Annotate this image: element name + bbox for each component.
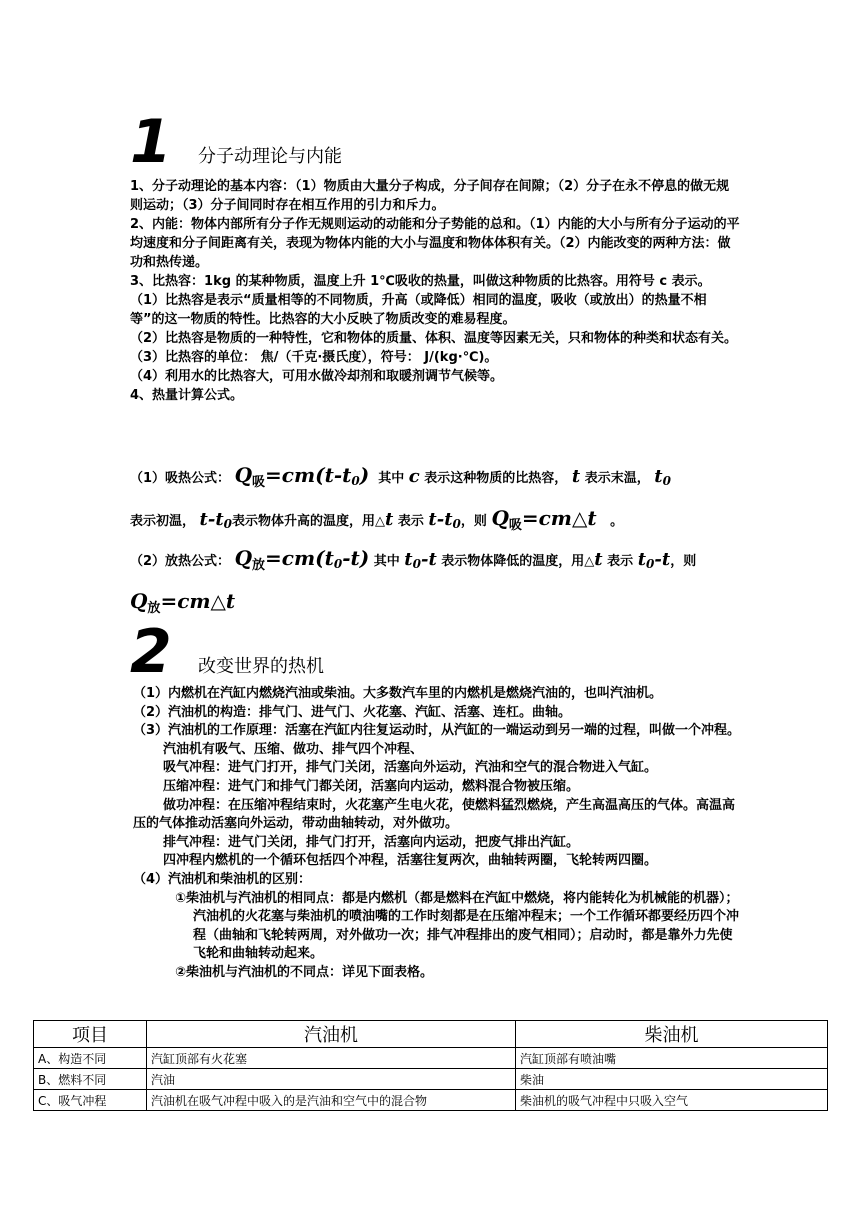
table-header-row (34, 1021, 828, 1048)
section-1-number: 1 (130, 107, 172, 177)
table-cell: C、吸气冲程 (34, 1090, 147, 1111)
paragraph: （4）利用水的比热容大，可用水做冷却剂和取暖剂调节气候等。 (130, 369, 504, 384)
table-cell: 柴油机的吸气冲程中只吸入空气 (516, 1090, 828, 1111)
formula-text: 表示 (607, 554, 634, 569)
formula-subscript: 0 (646, 557, 655, 571)
formula-subscript: 吸 (252, 475, 266, 490)
formula-subscript: 0 (333, 557, 343, 571)
formula-symbol: t (571, 466, 581, 487)
paragraph: 1、分子动理论的基本内容：（1）物质由大量分子构成，分子间存在间隙；（2）分子在永不停息的做无规则运动；（3）分子间同时存在相互作用的引力和斥力。 (130, 179, 730, 213)
formula-text: 表示物体降低的温度，用△ (441, 554, 595, 569)
formula-symbol: t-t (428, 509, 453, 530)
paragraph: （1）内燃机在汽缸内燃烧汽油或柴油。大多数汽车里的内燃机是燃烧汽油的，也叫汽油机。 (133, 686, 663, 701)
formula-symbol: Q (234, 546, 252, 570)
formula-symbol: -t (420, 549, 437, 570)
formula-subscript: 放 (252, 558, 266, 573)
paragraph: （3）汽油机的工作原理：活塞在汽缸内往复运动时，从汽缸的一端运动到另一端的过程，叫做一个冲程。 (133, 723, 741, 739)
formula-text: 表示初温， (130, 514, 196, 529)
formula-label: （2）放热公式： (130, 554, 231, 569)
table-header: 汽油机 (147, 1021, 516, 1048)
table-cell: 汽缸顶部有喷油嘴 (516, 1048, 828, 1069)
table-cell: 汽油 (147, 1069, 516, 1090)
paragraph: （1）比热容是表示“质量相等的不同物质，升高（或降低）相同的温度，吸收（或放出）的热量不相等”的这一物质的特性。比热容的大小反映了物质改变的难易程度。 (130, 293, 707, 327)
heat-absorb-formula (130, 462, 750, 496)
formula-text: 表示 (397, 514, 424, 529)
formula-subscript: 0 (662, 474, 671, 488)
section-2-number: 2 (130, 617, 172, 687)
section-1-heading (130, 107, 342, 177)
formula-symbol: -t (654, 549, 671, 570)
formula-symbol: t-t (199, 509, 224, 530)
paragraph: 压缩冲程：进气门和排气门都关闭，活塞向内运动，燃料混合物被压缩。 (163, 778, 580, 794)
formula-expression: -t) (342, 546, 370, 570)
formula-text: 其中 (373, 554, 400, 569)
table-cell: 汽油机在吸气冲程中吸入的是汽油和空气中的混合物 (147, 1090, 516, 1111)
paragraph: （2）汽油机的构造：排气门、进气门、火花塞、汽缸、活塞、连杠。曲轴。 (133, 704, 572, 720)
paragraph: 排气冲程：进气门关闭，排气门打开，活塞向内运动，把废气排出汽缸。 (163, 834, 580, 850)
formula-text: 表示这种物质的比热容， (424, 471, 568, 486)
section-2-heading (130, 617, 324, 687)
paragraph: 做功冲程：在压缩冲程结束时，火花塞产生电火花，使燃料猛烈燃烧，产生高温高压的气体。高温高压的气体推动活塞向外运动，带动曲轴转动，对外做功。 (133, 797, 736, 832)
section-1-body (130, 177, 740, 405)
formula-text: ，则 (460, 514, 487, 529)
formula-text: 表示物体升高的温度，用△ (232, 514, 386, 529)
formula-text: 。 (610, 514, 624, 529)
formula-subscript: 0 (412, 557, 421, 571)
heat-release-formula-cont (130, 588, 750, 622)
heat-release-formula (130, 545, 750, 579)
formula-subscript: 0 (223, 517, 233, 531)
formula-symbol: Q (234, 463, 252, 487)
table-cell: 柴油 (516, 1069, 828, 1090)
paragraph: 吸气冲程：进气门打开，排气门关闭，活塞向外运动，汽油和空气的混合物进入气缸。 (163, 760, 658, 776)
table-row (34, 1069, 828, 1090)
paragraph: 2、内能：物体内部所有分子作无规则运动的动能和分子势能的总和。（1）内能的大小与所有分子运动的平均速度和分子间距离有关，表现为物体内能的大小与温度和物体体积有关。（2）内能改变的两种方法：做功和热传递。 (130, 217, 740, 270)
formula-expression: =cm△t (160, 589, 236, 613)
engine-comparison-table (33, 1020, 828, 1111)
formula-symbol: t (385, 509, 394, 530)
table-row (34, 1090, 828, 1111)
table-row (34, 1048, 828, 1069)
formula-symbol: c (408, 466, 420, 487)
formula-expression: =cm(t-t (265, 463, 352, 487)
paragraph: ①柴油机与汽油机的相同点：都是内燃机（都是燃料在汽缸中燃烧，将内能转化为机械能的机器）；汽油机的火花塞与柴油机的喷油嘴的工作时刻都是在压缩冲程末；一个工作循环都要经历四个冲程（曲轴和飞轮转两周，对外做功一次；排气冲程排出的废气相同）；启动时，都是靠外力先使飞轮和曲轴转动起来。 (175, 890, 740, 962)
formula-subscript: 放 (147, 601, 161, 616)
paragraph: 汽油机有吸气、压缩、做功、排气四个冲程、 (163, 741, 424, 757)
heat-absorb-formula-cont (130, 505, 750, 539)
formula-expression: ) (359, 463, 370, 487)
formula-subscript: 吸 (508, 518, 522, 533)
formula-symbol: t (594, 549, 603, 570)
table-cell: 汽缸顶部有火花塞 (147, 1048, 516, 1069)
section-2-title: 改变世界的热机 (198, 656, 324, 677)
table-header: 项目 (34, 1021, 147, 1048)
formula-label: （1）吸热公式： (130, 471, 231, 486)
paragraph: 3、比热容：1kg 的某种物质，温度上升 1℃吸收的热量，叫做这种物质的比热容。用符号 c 表示。 (130, 274, 711, 289)
paragraph: （3）比热容的单位： 焦/（千克·摄氏度），符号： J/(kg·℃)。 (130, 350, 498, 365)
formula-expression: =cm△t (521, 506, 597, 530)
formula-text: 其中 (378, 471, 405, 486)
paragraph: （4）汽油机和柴油机的区别： (133, 871, 312, 887)
table-cell: A、构造不同 (34, 1048, 147, 1069)
formula-symbol: Q (130, 589, 148, 613)
section-2-body (133, 685, 745, 983)
formula-text: 表示末温， (584, 471, 650, 486)
table-header: 柴油机 (516, 1021, 828, 1048)
formula-symbol: t (404, 549, 413, 570)
formula-text: ，则 (670, 554, 697, 569)
formula-expression: =cm(t (265, 546, 334, 570)
formula-symbol: Q (491, 506, 509, 530)
paragraph: 4、热量计算公式。 (130, 388, 244, 403)
paragraph: 四冲程内燃机的一个循环包括四个冲程，活塞往复两次，曲轴转两圈，飞轮转两四圈。 (163, 853, 658, 869)
paragraph: （2）比热容是物质的一种特性，它和物体的质量、体积、温度等因素无关，只和物体的种类和状态有关。 (130, 331, 738, 346)
paragraph: ②柴油机与汽油机的不同点：详见下面表格。 (175, 964, 434, 980)
section-1-title: 分子动理论与内能 (198, 146, 342, 167)
formula-subscript: 0 (452, 517, 461, 531)
formula-symbol: t (637, 549, 647, 570)
formula-symbol: t (654, 466, 663, 487)
table-cell: B、燃料不同 (34, 1069, 147, 1090)
formula-subscript: 0 (351, 474, 360, 488)
